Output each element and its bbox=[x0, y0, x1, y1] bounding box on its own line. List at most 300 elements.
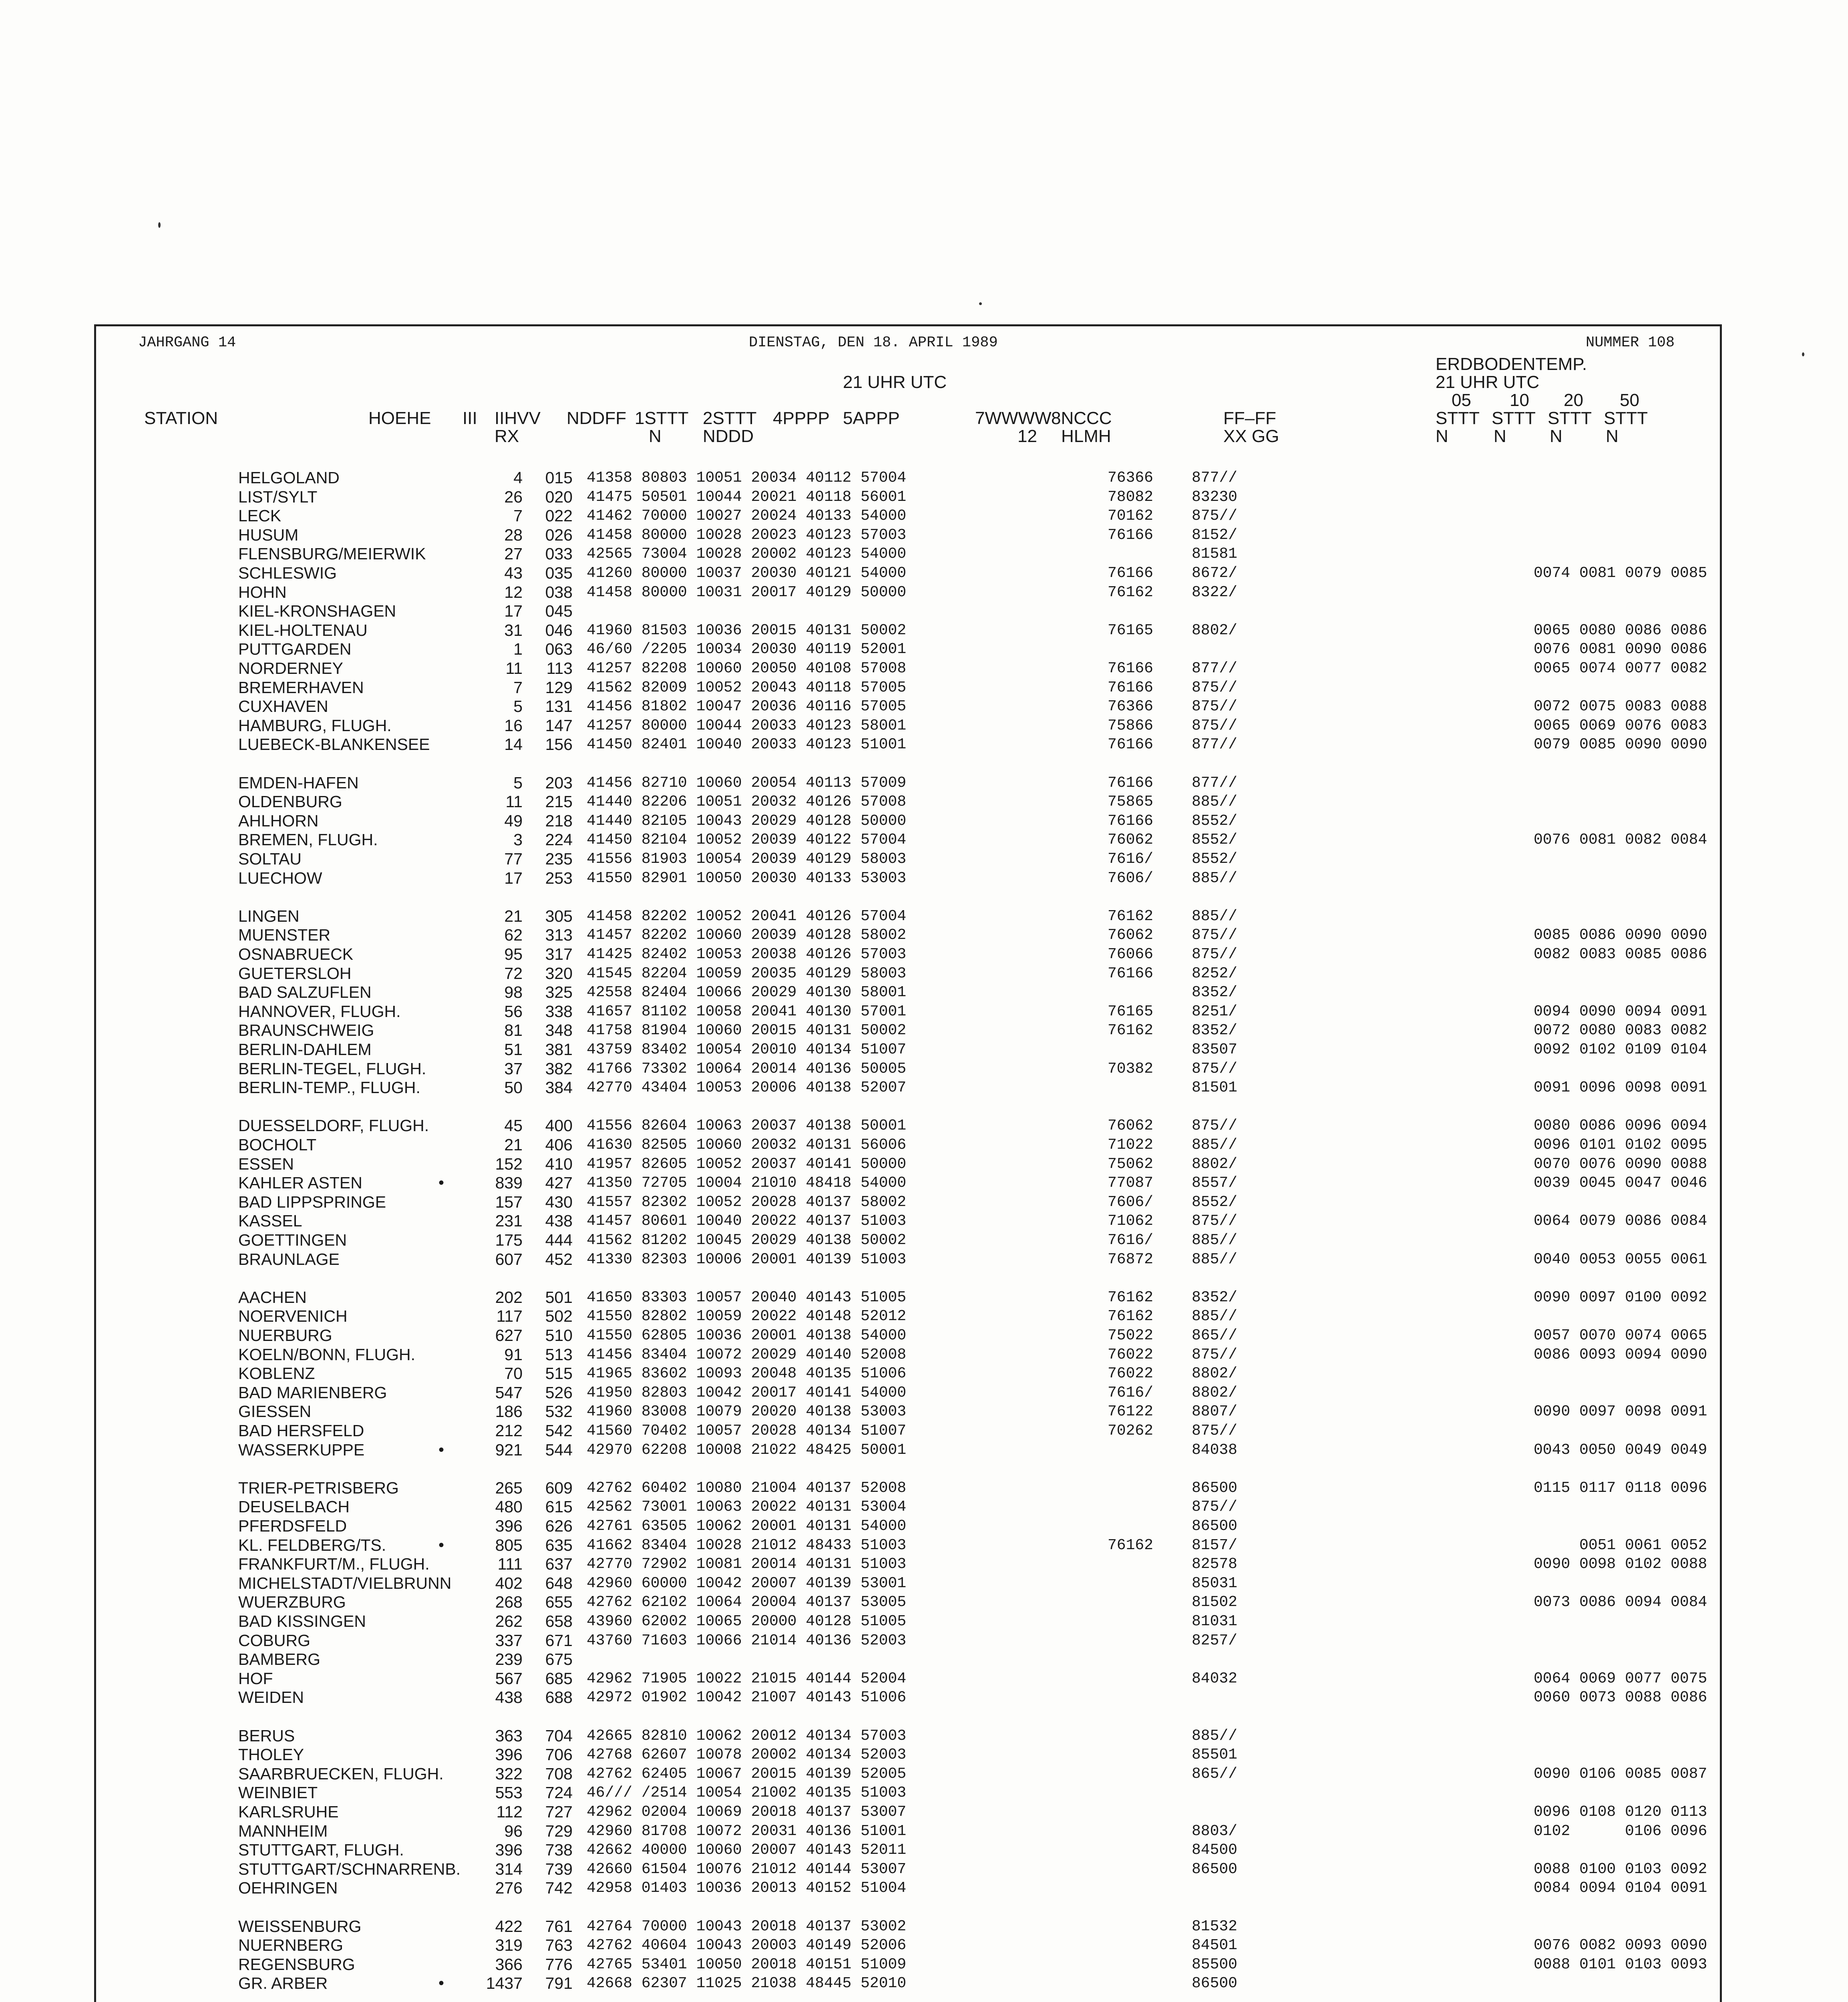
station-name: BAMBERG bbox=[238, 1650, 321, 1669]
station-height: 11 bbox=[505, 792, 523, 811]
soil-temperatures: 0072 0075 0083 0088 bbox=[1534, 698, 1707, 716]
col-n: N bbox=[649, 426, 662, 446]
cloud-group: 81581 bbox=[1191, 545, 1237, 563]
synop-groups: 41456 83404 10072 20029 40140 52008 bbox=[587, 1346, 907, 1363]
cloud-group: 84038 bbox=[1191, 1441, 1237, 1459]
station-name: WEISSENBURG bbox=[238, 1917, 362, 1936]
mountain-marker: • bbox=[438, 1441, 444, 1459]
station-height: 31 bbox=[504, 621, 523, 639]
table-row bbox=[96, 1021, 1720, 1040]
station-name: WEINBIET bbox=[238, 1783, 318, 1802]
col-n-20: N bbox=[1550, 426, 1562, 446]
station-name: KL. FELDBERG/TS. bbox=[238, 1536, 386, 1554]
station-height: 7 bbox=[513, 507, 523, 525]
station-name: KOBLENZ bbox=[238, 1364, 315, 1383]
table-row bbox=[96, 1288, 1720, 1307]
table-row bbox=[96, 1421, 1720, 1440]
station-name: PUTTGARDEN bbox=[238, 640, 352, 659]
synop-groups: 46/60 /2205 10034 20030 40119 52001 bbox=[587, 641, 907, 658]
synop-groups: 42960 60000 10042 20007 40139 53001 bbox=[587, 1574, 907, 1592]
weather-group: 76162 bbox=[1107, 583, 1153, 601]
col-n-50: N bbox=[1606, 426, 1619, 446]
soil-temperatures: 0096 0101 0102 0095 bbox=[1534, 1136, 1707, 1154]
synop-groups: 41450 82401 10040 20033 40123 51001 bbox=[587, 736, 907, 754]
station-height: 14 bbox=[504, 735, 523, 754]
table-row bbox=[96, 1517, 1720, 1536]
station-height: 21 bbox=[504, 907, 523, 925]
station-number: 444 bbox=[545, 1231, 573, 1249]
station-number: 063 bbox=[545, 640, 573, 659]
station-name: LIST/SYLT bbox=[238, 487, 318, 506]
col-iii: III bbox=[463, 408, 477, 428]
cloud-group: 85501 bbox=[1191, 1746, 1237, 1764]
soil-temperatures: 0102 0106 0096 bbox=[1534, 1822, 1707, 1840]
table-row bbox=[96, 792, 1720, 811]
station-height: 314 bbox=[495, 1859, 523, 1878]
table-row bbox=[96, 659, 1720, 678]
synop-groups: 41960 81503 10036 20015 40131 50002 bbox=[587, 621, 907, 639]
station-height: 438 bbox=[495, 1688, 523, 1707]
cloud-group: 85500 bbox=[1191, 1956, 1237, 1973]
soil-temperatures: 0094 0090 0094 0091 bbox=[1534, 1003, 1707, 1020]
station-number: 452 bbox=[545, 1250, 573, 1268]
table-row bbox=[96, 468, 1720, 487]
soil-temp-title: ERDBODENTEMP. bbox=[1436, 354, 1587, 374]
cloud-group: 875// bbox=[1191, 698, 1237, 716]
table-row bbox=[96, 1879, 1720, 1897]
weather-group: 75022 bbox=[1107, 1327, 1153, 1344]
station-height: 17 bbox=[504, 868, 523, 887]
synop-groups: 42660 61504 10076 21012 40144 53007 bbox=[587, 1860, 907, 1878]
station-name: THOLEY bbox=[238, 1745, 304, 1764]
table-row bbox=[96, 1326, 1720, 1345]
synop-groups: 41950 82803 10042 20017 40141 54000 bbox=[587, 1384, 907, 1401]
table-row bbox=[96, 1650, 1720, 1669]
table-row bbox=[96, 526, 1720, 545]
cloud-group: 81532 bbox=[1191, 1918, 1237, 1935]
cloud-group: 875// bbox=[1191, 1060, 1237, 1077]
station-height: 366 bbox=[495, 1955, 523, 1974]
synop-groups: 42762 62102 10064 20004 40137 53005 bbox=[587, 1594, 907, 1611]
synop-groups: 41560 70402 10057 20028 40134 51007 bbox=[587, 1422, 907, 1439]
synop-groups: 42770 72902 10081 20014 40131 51003 bbox=[587, 1556, 907, 1573]
cloud-group: 875// bbox=[1191, 946, 1237, 963]
synop-groups: 42662 40000 10060 20007 40143 52011 bbox=[587, 1841, 907, 1859]
station-number: 406 bbox=[545, 1136, 573, 1154]
cloud-group: 86500 bbox=[1191, 1518, 1237, 1535]
station-height: 45 bbox=[504, 1116, 523, 1135]
station-number: 729 bbox=[545, 1821, 573, 1840]
soil-temperatures: 0060 0073 0088 0086 bbox=[1534, 1689, 1707, 1707]
table-row bbox=[96, 850, 1720, 868]
cloud-group: 86500 bbox=[1191, 1479, 1237, 1497]
station-number: 615 bbox=[545, 1497, 573, 1516]
weather-group: 76166 bbox=[1107, 660, 1153, 677]
station-name: BERLIN-TEMP., FLUGH. bbox=[238, 1078, 420, 1097]
station-name: NUERNBERG bbox=[238, 1936, 343, 1955]
weather-group: 76122 bbox=[1107, 1403, 1153, 1421]
soil-temperatures: 0085 0086 0090 0090 bbox=[1534, 927, 1707, 944]
synop-groups: 41766 73302 10064 20014 40136 50005 bbox=[587, 1060, 907, 1077]
table-row bbox=[96, 583, 1720, 602]
synop-groups: 41545 82204 10059 20035 40129 58003 bbox=[587, 965, 907, 982]
station-name: BREMERHAVEN bbox=[238, 678, 364, 697]
table-row bbox=[96, 564, 1720, 583]
cloud-group: 8251/ bbox=[1191, 1003, 1237, 1020]
weather-group: 76166 bbox=[1107, 679, 1153, 696]
station-height: 422 bbox=[495, 1917, 523, 1936]
soil-temperatures: 0082 0083 0085 0086 bbox=[1534, 946, 1707, 963]
station-height: 186 bbox=[495, 1402, 523, 1421]
station-number: 706 bbox=[545, 1745, 573, 1764]
synop-groups: 41358 80803 10051 20034 40112 57004 bbox=[587, 469, 907, 486]
station-height: 7 bbox=[513, 678, 523, 697]
weather-group: 76162 bbox=[1107, 1536, 1153, 1554]
cloud-group: 885// bbox=[1191, 793, 1237, 811]
table-row bbox=[96, 983, 1720, 1002]
table-row bbox=[96, 1860, 1720, 1879]
table-row bbox=[96, 907, 1720, 926]
weather-group: 7606/ bbox=[1107, 869, 1153, 887]
table-row bbox=[96, 1345, 1720, 1364]
station-name: LINGEN bbox=[238, 907, 300, 925]
station-number: 791 bbox=[545, 1974, 573, 1993]
station-name: LUECHOW bbox=[238, 868, 322, 887]
cloud-group: 8552/ bbox=[1191, 831, 1237, 849]
soil-depth-10: 10 bbox=[1510, 390, 1529, 410]
soil-temperatures: 0065 0080 0086 0086 bbox=[1534, 621, 1707, 639]
station-name: HUSUM bbox=[238, 525, 299, 544]
table-row bbox=[96, 774, 1720, 792]
soil-temperatures: 0076 0081 0082 0084 bbox=[1534, 831, 1707, 849]
station-number: 035 bbox=[545, 564, 573, 582]
soil-temperatures: 0080 0086 0096 0094 bbox=[1534, 1117, 1707, 1135]
station-name: TRIER-PETRISBERG bbox=[238, 1478, 399, 1497]
table-row bbox=[96, 1555, 1720, 1574]
station-number: 020 bbox=[545, 487, 573, 506]
station-number: 131 bbox=[545, 697, 573, 716]
station-name: KAHLER ASTEN bbox=[238, 1174, 362, 1192]
table-row bbox=[96, 1364, 1720, 1383]
station-name: HELGOLAND bbox=[238, 468, 340, 487]
station-height: 11 bbox=[505, 659, 523, 677]
cloud-group: 84032 bbox=[1191, 1670, 1237, 1687]
table-row bbox=[96, 1803, 1720, 1821]
synop-groups: 42768 62607 10078 20002 40134 52003 bbox=[587, 1746, 907, 1764]
station-name: LUEBECK-BLANKENSEE bbox=[238, 735, 430, 754]
station-name: HOF bbox=[238, 1669, 273, 1688]
station-name: BOCHOLT bbox=[238, 1136, 317, 1154]
cloud-group: 885// bbox=[1191, 1136, 1237, 1154]
station-height: 72 bbox=[504, 964, 523, 983]
cloud-group: 8352/ bbox=[1191, 1288, 1237, 1306]
table-row bbox=[96, 1669, 1720, 1688]
cloud-group: 875// bbox=[1191, 1212, 1237, 1230]
synop-groups: 43960 62002 10065 20000 40128 51005 bbox=[587, 1613, 907, 1630]
synop-groups: 41550 62805 10036 20001 40138 54000 bbox=[587, 1327, 907, 1344]
synop-groups: 41440 82206 10051 20032 40126 57008 bbox=[587, 793, 907, 811]
weather-group: 77087 bbox=[1107, 1174, 1153, 1192]
station-name: MANNHEIM bbox=[238, 1821, 328, 1840]
cloud-group: 8552/ bbox=[1191, 1193, 1237, 1211]
synop-groups: 41475 50501 10044 20021 40118 56001 bbox=[587, 488, 907, 506]
weather-group: 76162 bbox=[1107, 907, 1153, 925]
table-row bbox=[96, 1936, 1720, 1955]
soil-temperatures: 0051 0061 0052 bbox=[1534, 1536, 1707, 1554]
station-height: 322 bbox=[495, 1764, 523, 1783]
cloud-group: 885// bbox=[1191, 869, 1237, 887]
station-name: KIEL-HOLTENAU bbox=[238, 621, 368, 639]
soil-temperatures: 0090 0097 0098 0091 bbox=[1534, 1403, 1707, 1421]
weather-group: 70382 bbox=[1107, 1060, 1153, 1077]
synop-groups: 41257 80000 10044 20033 40123 58001 bbox=[587, 717, 907, 734]
station-height: 319 bbox=[495, 1936, 523, 1955]
soil-temperatures: 0115 0117 0118 0096 bbox=[1534, 1479, 1707, 1497]
station-name: OLDENBURG bbox=[238, 792, 342, 811]
station-height: 262 bbox=[495, 1612, 523, 1630]
station-number: 338 bbox=[545, 1002, 573, 1021]
col-station: STATION bbox=[144, 408, 218, 428]
synop-groups: 43759 83402 10054 20010 40134 51007 bbox=[587, 1041, 907, 1058]
station-name: ESSEN bbox=[238, 1154, 294, 1173]
cloud-group: 8802/ bbox=[1191, 1155, 1237, 1173]
soil-temperatures: 0079 0085 0090 0090 bbox=[1534, 736, 1707, 754]
station-name: AACHEN bbox=[238, 1288, 307, 1307]
station-height: 112 bbox=[496, 1803, 523, 1821]
station-name: KARLSRUHE bbox=[238, 1803, 339, 1821]
station-number: 501 bbox=[545, 1288, 573, 1307]
cloud-group: 865// bbox=[1191, 1327, 1237, 1344]
cloud-group: 84500 bbox=[1191, 1841, 1237, 1859]
station-number: 739 bbox=[545, 1859, 573, 1878]
station-name: BAD KISSINGEN bbox=[238, 1612, 366, 1630]
station-name: HAMBURG, FLUGH. bbox=[238, 716, 392, 735]
synop-groups: 41965 83602 10093 20048 40135 51006 bbox=[587, 1365, 907, 1383]
cloud-group: 875// bbox=[1191, 1498, 1237, 1516]
station-height: 21 bbox=[504, 1136, 523, 1154]
station-name: LECK bbox=[238, 507, 282, 525]
station-name: BAD LIPPSPRINGE bbox=[238, 1192, 386, 1211]
station-height: 43 bbox=[504, 564, 523, 582]
station-number: 438 bbox=[545, 1212, 573, 1230]
station-height: 337 bbox=[495, 1631, 523, 1650]
station-height: 1437 bbox=[486, 1974, 523, 1993]
weather-group: 7616/ bbox=[1107, 1232, 1153, 1249]
col-iihvv: IIHVV bbox=[495, 408, 541, 428]
station-height: 56 bbox=[504, 1002, 523, 1021]
soil-temperatures: 0076 0081 0090 0086 bbox=[1534, 641, 1707, 658]
station-number: 675 bbox=[545, 1650, 573, 1669]
station-number: 513 bbox=[545, 1345, 573, 1364]
table-row bbox=[96, 1765, 1720, 1783]
col-stt-50: STTT bbox=[1604, 408, 1648, 428]
col-stt-05: STTT bbox=[1436, 408, 1480, 428]
weather-group: 76062 bbox=[1107, 831, 1153, 849]
station-height: 3 bbox=[513, 830, 523, 849]
cloud-group: 877// bbox=[1191, 774, 1237, 792]
station-number: 658 bbox=[545, 1612, 573, 1630]
station-height: 175 bbox=[495, 1231, 523, 1249]
cloud-group: 877// bbox=[1191, 660, 1237, 677]
station-number: 381 bbox=[545, 1040, 573, 1059]
station-name: STUTTGART, FLUGH. bbox=[238, 1841, 404, 1859]
synop-groups: 41662 83404 10028 21012 48433 51003 bbox=[587, 1536, 907, 1554]
cloud-group: 8803/ bbox=[1191, 1822, 1237, 1840]
station-height: 839 bbox=[495, 1174, 523, 1192]
station-number: 544 bbox=[545, 1440, 573, 1459]
synop-groups: 41260 80000 10037 20030 40121 54000 bbox=[587, 565, 907, 582]
synop-groups: 42762 60402 10080 21004 40137 52008 bbox=[587, 1479, 907, 1497]
table-row bbox=[96, 1727, 1720, 1745]
table-row bbox=[96, 640, 1720, 659]
soil-temperatures: 0073 0086 0094 0084 bbox=[1534, 1594, 1707, 1611]
station-name: BERLIN-DAHLEM bbox=[238, 1040, 372, 1059]
weather-group: 76162 bbox=[1107, 1022, 1153, 1039]
cloud-group: 8672/ bbox=[1191, 565, 1237, 582]
station-name: FRANKFURT/M., FLUGH. bbox=[238, 1555, 430, 1574]
station-height: 921 bbox=[495, 1440, 523, 1459]
cloud-group: 875// bbox=[1191, 927, 1237, 944]
weather-group: 76166 bbox=[1107, 565, 1153, 582]
station-height: 96 bbox=[504, 1821, 523, 1840]
station-height: 396 bbox=[495, 1745, 523, 1764]
station-height: 805 bbox=[495, 1536, 523, 1554]
synop-groups: 42558 82404 10066 20029 40130 58001 bbox=[587, 984, 907, 1001]
synop-groups: 42958 01403 10036 20013 40152 51004 bbox=[587, 1879, 907, 1897]
cloud-group: 875// bbox=[1191, 1117, 1237, 1135]
table-row bbox=[96, 1136, 1720, 1154]
col-2sttt: 2STTT bbox=[703, 408, 757, 428]
table-row bbox=[96, 1783, 1720, 1802]
synop-groups: 42962 71905 10022 21015 40144 52004 bbox=[587, 1670, 907, 1687]
soil-temperatures: 0091 0096 0098 0091 bbox=[1534, 1079, 1707, 1097]
col-xx-gg: XX GG bbox=[1223, 426, 1279, 446]
station-height: 553 bbox=[495, 1783, 523, 1802]
weather-group: 76066 bbox=[1107, 946, 1153, 963]
station-height: 81 bbox=[504, 1021, 523, 1040]
cloud-group: 865// bbox=[1191, 1765, 1237, 1783]
station-height: 95 bbox=[504, 945, 523, 963]
station-number: 655 bbox=[545, 1593, 573, 1612]
station-number: 626 bbox=[545, 1517, 573, 1535]
station-number: 045 bbox=[545, 602, 573, 621]
synop-groups: 42960 81708 10072 20031 40136 51001 bbox=[587, 1822, 907, 1840]
cloud-group: 885// bbox=[1191, 1250, 1237, 1268]
station-number: 761 bbox=[545, 1917, 573, 1936]
synop-groups: 42668 62307 11025 21038 48445 52010 bbox=[587, 1975, 907, 1992]
synop-groups: 42764 70000 10043 20018 40137 53002 bbox=[587, 1918, 907, 1935]
station-height: 239 bbox=[495, 1650, 523, 1669]
table-row bbox=[96, 1383, 1720, 1402]
table-row bbox=[96, 830, 1720, 849]
table-row bbox=[96, 1174, 1720, 1192]
station-number: 635 bbox=[545, 1536, 573, 1554]
synop-groups: 42762 62405 10067 20015 40139 52005 bbox=[587, 1765, 907, 1783]
station-height: 607 bbox=[495, 1250, 523, 1268]
col-ff-ff: FF–FF bbox=[1223, 408, 1276, 428]
station-number: 727 bbox=[545, 1803, 573, 1821]
station-name: WASSERKUPPE bbox=[238, 1440, 365, 1459]
col-stt-10: STTT bbox=[1492, 408, 1536, 428]
station-height: 627 bbox=[495, 1326, 523, 1345]
station-name: MUENSTER bbox=[238, 926, 331, 945]
station-number: 038 bbox=[545, 583, 573, 601]
cloud-group: 86500 bbox=[1191, 1975, 1237, 1992]
station-number: 400 bbox=[545, 1116, 573, 1135]
col-nddff: NDDFF bbox=[567, 408, 627, 428]
station-name: EMDEN-HAFEN bbox=[238, 773, 359, 792]
cloud-group: 8552/ bbox=[1191, 850, 1237, 868]
synop-groups: 41462 70000 10027 20024 40133 54000 bbox=[587, 507, 907, 525]
cloud-group: 83230 bbox=[1191, 488, 1237, 506]
station-height: 265 bbox=[495, 1478, 523, 1497]
synop-groups: 41450 82104 10052 20039 40122 57004 bbox=[587, 831, 907, 849]
soil-temperatures: 0090 0106 0085 0087 bbox=[1534, 1765, 1707, 1783]
station-height: 26 bbox=[504, 487, 523, 506]
cloud-group: 875// bbox=[1191, 717, 1237, 734]
table-row bbox=[96, 1841, 1720, 1859]
station-number: 410 bbox=[545, 1154, 573, 1173]
table-row bbox=[96, 1441, 1720, 1459]
synop-groups: 41458 80000 10031 20017 40129 50000 bbox=[587, 583, 907, 601]
synop-groups: 41458 82202 10052 20041 40126 57004 bbox=[587, 907, 907, 925]
table-row bbox=[96, 716, 1720, 735]
cloud-group: 8802/ bbox=[1191, 1365, 1237, 1383]
table-row bbox=[96, 964, 1720, 983]
station-number: 026 bbox=[545, 525, 573, 544]
station-number: 015 bbox=[545, 468, 573, 487]
station-height: 17 bbox=[504, 602, 523, 621]
synop-groups: 41456 82710 10060 20054 40113 57009 bbox=[587, 774, 907, 792]
soil-temperatures: 0096 0108 0120 0113 bbox=[1534, 1803, 1707, 1821]
synop-groups: 42565 73004 10028 20002 40123 54000 bbox=[587, 545, 907, 563]
table-row bbox=[96, 1745, 1720, 1764]
station-number: 022 bbox=[545, 507, 573, 525]
station-number: 532 bbox=[545, 1402, 573, 1421]
station-height: 50 bbox=[504, 1078, 523, 1097]
station-number: 542 bbox=[545, 1421, 573, 1440]
weather-group: 71022 bbox=[1107, 1136, 1153, 1154]
col-rx: RX bbox=[495, 426, 519, 446]
weather-group: 71062 bbox=[1107, 1212, 1153, 1230]
table-row bbox=[96, 1059, 1720, 1078]
station-name: BAD SALZUFLEN bbox=[238, 983, 372, 1002]
station-height: 37 bbox=[504, 1059, 523, 1078]
table-row bbox=[96, 1822, 1720, 1841]
table-row bbox=[96, 621, 1720, 640]
synop-groups: 41957 82605 10052 20037 40141 50000 bbox=[587, 1155, 907, 1173]
table-row bbox=[96, 1078, 1720, 1097]
scan-speck bbox=[979, 302, 982, 305]
station-height: 62 bbox=[504, 926, 523, 945]
table-row bbox=[96, 1497, 1720, 1516]
synop-groups: 41257 82208 10060 20050 40108 57008 bbox=[587, 660, 907, 677]
table-row bbox=[96, 1040, 1720, 1059]
station-number: 609 bbox=[545, 1478, 573, 1497]
table-row bbox=[96, 1402, 1720, 1421]
synop-groups: 43760 71603 10066 21014 40136 52003 bbox=[587, 1632, 907, 1649]
station-number: 305 bbox=[545, 907, 573, 925]
synop-groups: 42972 01902 10042 21007 40143 51006 bbox=[587, 1689, 907, 1707]
table-row bbox=[96, 678, 1720, 697]
table-row bbox=[96, 926, 1720, 945]
weather-group: 76166 bbox=[1107, 526, 1153, 544]
station-number: 224 bbox=[545, 830, 573, 849]
cloud-group: 885// bbox=[1191, 1308, 1237, 1325]
station-height: 212 bbox=[495, 1421, 523, 1440]
cloud-group: 8322/ bbox=[1191, 583, 1237, 601]
synop-groups: 41330 82303 10006 20001 40139 51003 bbox=[587, 1250, 907, 1268]
